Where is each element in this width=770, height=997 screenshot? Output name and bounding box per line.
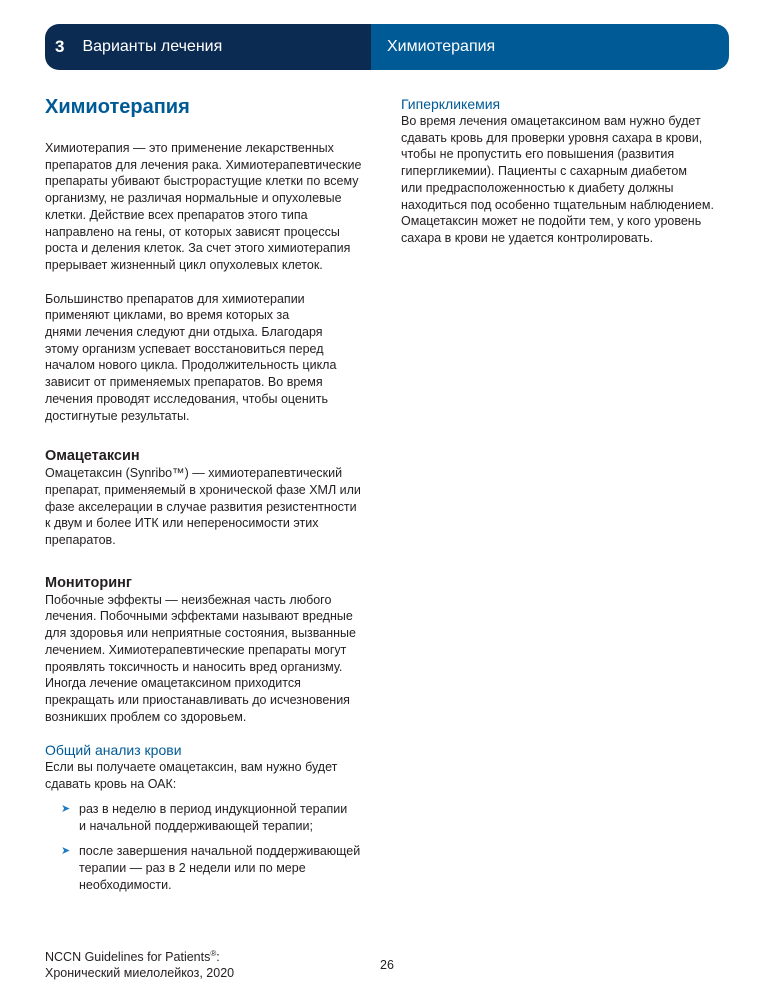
chevron-right-icon: ➤ [61,802,71,815]
intro-paragraph: Химиотерапия — это применение лекарственных препаратов для лечения рака. Химиотерапевтические препараты убивают быстрорастущие клетки по всему организму, не различая нормальные и опухолевые клетки. Действие всех препаратов этого типа направлено на гены, от которых зависят процессы роста и деления клеток. За счет этого химиотерапия прерывает жизненный цикл опухолевых клеток. [45,141,362,272]
footer-publication: NCCN Guidelines for Patients [45,950,211,965]
footer-subtitle: Хронический миелолейкоз, 2020 [45,966,235,981]
cbc-paragraph: Если вы получаете омацетаксин, вам нужно будет сдавать кровь на ОАК: [45,760,338,792]
monitoring-heading: Мониторинг [45,574,132,591]
monitoring-paragraph: Побочные эффекты — неизбежная часть любого лечения. Побочными эффектами называют вредные для здоровья или неприятные состояния, вызванные лечением. Химиотерапевтические препараты могут проявлять токсичность и наносить вред организму. Иногда лечение омацетаксином приходится прекращать или приостанавливать до исчезновения возникших проблем со здоровьем. [45,592,356,724]
section-header [371,24,729,70]
omacetaxine-heading: Омацетаксин [45,448,140,465]
chapter-number: 3 [55,37,65,56]
cbc-bullet-list [45,801,385,894]
footer: NCCN Guidelines for Patients®: Хронический миелолейкоз, 2020 [45,949,235,981]
left-column [45,94,385,902]
hyperglycemia-heading: Гиперкликемия [401,96,501,112]
chapter-header [45,24,729,70]
chapter-title: Варианты лечения [82,38,223,55]
chapter-header-left [45,24,371,70]
registered-mark: ® [210,949,217,958]
cycles-paragraph: Большинство препаратов для химиотерапии применяют циклами, во время которых за днями лечения следуют дни отдыха. Благодаря этому организм успевает восстановиться перед началом нового цикла. Продолжительность цикла зависит от применяемых препаратов. Во время лечения проводят исследования, чтобы оценить достигнутые результаты. [45,291,337,423]
page-title: Химиотерапия [45,96,190,118]
section-title: Химиотерапия [387,38,496,55]
right-column [401,96,731,247]
cbc-heading: Общий анализ крови [45,742,182,759]
page-number: 26 [380,958,394,972]
chevron-right-icon: ➤ [61,845,71,858]
hyperglycemia-paragraph: Во время лечения омацетаксином вам нужно будет сдавать кровь для проверки уровня сахара в крови, чтобы не пропустить его повышения (развития гипергликемии). Пациенты с сахарным диабетом или предрасположенностью к диабету должны находиться под особенно тщательным наблюдением. Омацетаксин может не подойти тем, у кого уровень сахара в крови не удается контролировать. [401,114,714,245]
omacetaxine-paragraph: Омацетаксин (Synribo™) — химиотерапевтический препарат, применяемый в хронической фазе ХМЛ или фазе акселерации в случае развития резистентности к двум и более ИТК или непереносимости этих препаратов. [45,466,361,548]
list-item: ➤ после завершения начальной поддерживающей терапии — раз в 2 недели или по мере необходимости. [61,844,361,892]
list-item: ➤ раз в неделю в период индукционной терапии и начальной поддерживающей терапии; [61,801,348,833]
